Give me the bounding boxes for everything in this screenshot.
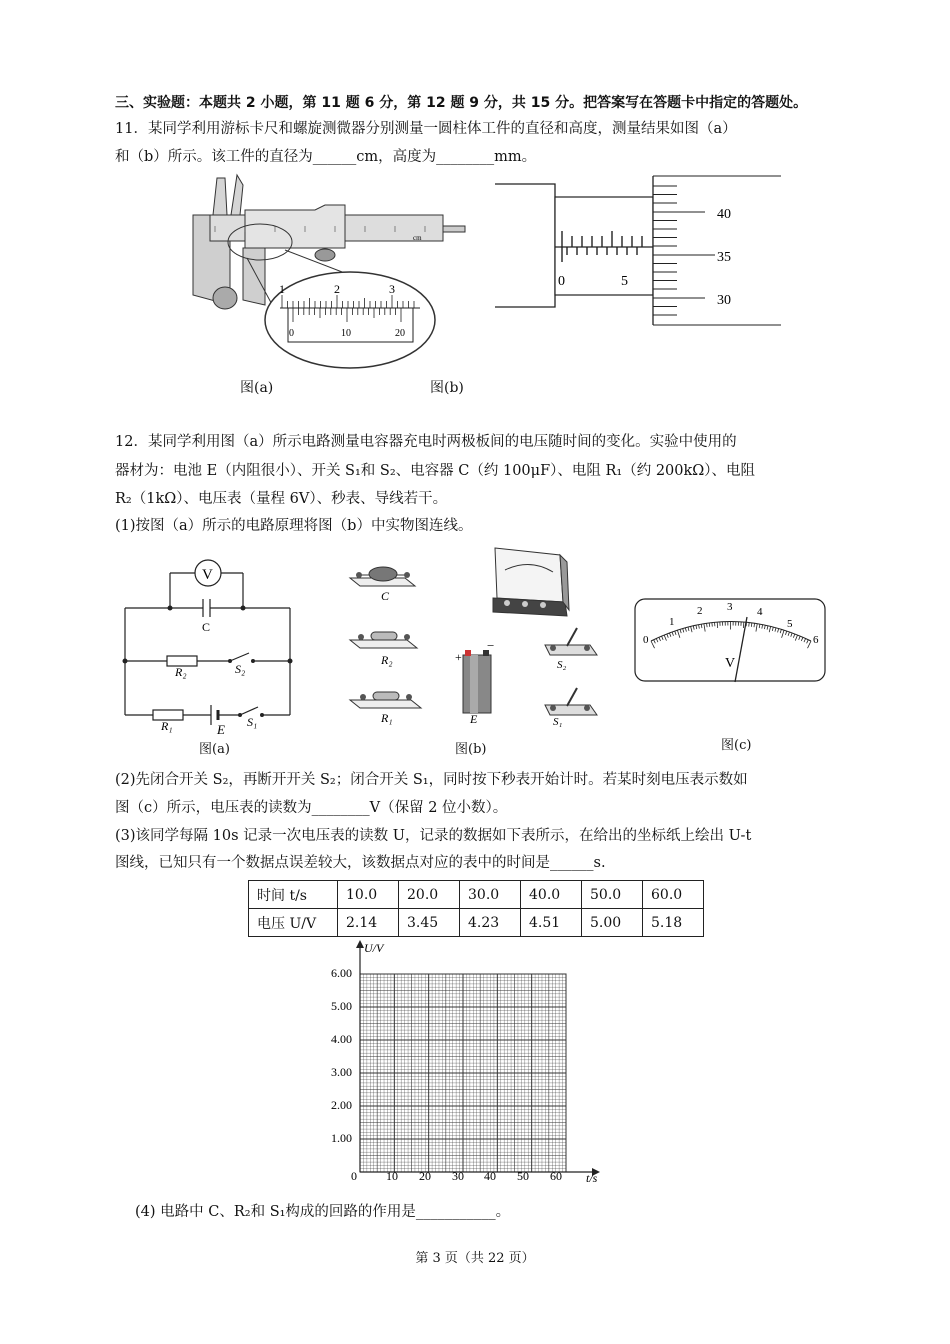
graph-x-tick: 50	[517, 1169, 529, 1183]
caliper-unit: cm	[413, 234, 422, 242]
page-footer: 第 3 页（共 22 页）	[415, 1251, 535, 1266]
q12-part2-line1: (2)先闭合开关 S₂，再断开开关 S₂；闭合开关 S₁，同时按下秒表开始计时。若某时刻电压表示数如	[115, 772, 748, 788]
component-r1-label: R₁	[381, 711, 393, 725]
graph-y-tick: 1.00	[331, 1131, 352, 1145]
meter-label: 3	[727, 601, 733, 613]
graph-x-tick: 60	[550, 1169, 562, 1183]
table-cell: 20.0	[399, 881, 460, 909]
q11-line2: 和（b）所示。该工件的直径为______cm，高度为________mm。	[115, 149, 537, 165]
vernier-caliper-figure	[185, 170, 475, 380]
q11-fig-b-caption: 图(b)	[430, 380, 464, 396]
graph-x-tick: 0	[351, 1169, 357, 1183]
thimble-label: 40	[717, 207, 731, 222]
table-cell: 3.45	[399, 909, 460, 937]
meter-label: 0	[643, 634, 649, 646]
thimble-label: 35	[717, 250, 731, 265]
q11-fig-a-caption: 图(a)	[240, 380, 274, 396]
dial-tick	[751, 623, 752, 627]
q12-part3-line1: (3)该同学每隔 10s 记录一次电压表的读数 U，记录的数据如下表所示，在给出的坐标纸上绘出 U-t	[115, 828, 752, 844]
meter-label: 2	[697, 605, 703, 617]
table-cell: 4.51	[521, 909, 582, 937]
s2-label: S₂	[235, 662, 246, 676]
table-header: 时间 t/s	[249, 881, 338, 909]
r2-label: R₂	[175, 665, 187, 679]
thimble-label: 30	[717, 293, 731, 308]
component-e-label: E	[470, 712, 478, 726]
graph-x-tick: 40	[484, 1169, 496, 1183]
table-cell: 2.14	[338, 909, 399, 937]
circuit-diagram	[115, 555, 305, 740]
graph-x-tick: 10	[386, 1169, 398, 1183]
table-cell: 30.0	[460, 881, 521, 909]
table-header: 电压 U/V	[249, 909, 338, 937]
vernier-scale-label: 0	[289, 328, 294, 339]
table-cell: 10.0	[338, 881, 399, 909]
graph-y-tick: 5.00	[331, 999, 352, 1013]
battery-label: E	[217, 722, 225, 737]
dial-tick	[754, 623, 755, 627]
table-cell: 60.0	[643, 881, 704, 909]
meter-label: 6	[813, 634, 819, 646]
graph-x-label: t/s	[586, 1171, 598, 1185]
micrometer-figure	[495, 172, 785, 332]
voltmeter-label: V	[202, 567, 213, 583]
vernier-main-label: 1	[279, 282, 285, 296]
table-row	[249, 909, 704, 937]
component-s2-label: S₂	[557, 659, 567, 671]
meter-label: 1	[669, 616, 675, 628]
q12-line2: 器材为：电池 E（内阻很小）、开关 S₁和 S₂、电容器 C（约 100μF）、电阻 R₁（约 200kΩ）、电阻	[115, 463, 756, 479]
r1-label: R₁	[161, 719, 173, 733]
graph-paper	[320, 940, 610, 1185]
graph-y-tick: 4.00	[331, 1032, 352, 1046]
q12-part3-line2: 图线，已知只有一个数据点误差较大，该数据点对应的表中的时间是______s.	[115, 855, 606, 871]
q12-part2-line2: 图（c）所示，电压表的读数为________V（保留 2 位小数）。	[115, 800, 508, 816]
graph-x-tick: 30	[452, 1169, 464, 1183]
component-r2-label: R₂	[381, 653, 393, 667]
q12-fig-c-caption: 图(c)	[721, 738, 752, 753]
section-heading: 三、实验题：本题共 2 小题，第 11 题 6 分，第 12 题 9 分，共 15 分。把答案写在答题卡中指定的答题处。	[115, 95, 808, 111]
q11-line1: 11．某同学利用游标卡尺和螺旋测微器分别测量一圆柱体工件的直径和高度，测量结果如图（a）	[115, 121, 737, 137]
meter-label: 5	[787, 618, 793, 630]
graph-y-tick: 2.00	[331, 1098, 352, 1112]
table-cell: 4.23	[460, 909, 521, 937]
q12-fig-a-caption: 图(a)	[199, 742, 230, 757]
dial-tick	[709, 623, 710, 627]
graph-y-label: U/V	[364, 941, 384, 955]
meter-label: 4	[757, 606, 763, 618]
table-row	[249, 881, 704, 909]
meter-unit: V	[725, 656, 736, 671]
data-table	[248, 880, 704, 937]
component-c-label: C	[381, 589, 390, 603]
micrometer-main-label: 0	[558, 274, 565, 289]
apparatus-figure	[345, 540, 605, 740]
table-cell: 40.0	[521, 881, 582, 909]
s1-label: S₁	[247, 715, 258, 729]
vernier-scale-label: 10	[341, 328, 351, 339]
q12-line1: 12．某同学利用图（a）所示电路测量电容器充电时两极板间的电压随时间的变化。实验中使用的	[115, 434, 737, 450]
graph-x-tick: 20	[419, 1169, 431, 1183]
vernier-scale-label: 20	[395, 328, 405, 339]
battery-plus: +	[455, 650, 462, 664]
q12-part1: (1)按图（a）所示的电路原理将图（b）中实物图连线。	[115, 518, 473, 534]
capacitor-label: C	[202, 620, 211, 634]
battery-minus: −	[487, 638, 495, 653]
vernier-main-label: 3	[389, 282, 395, 296]
table-cell: 5.18	[643, 909, 704, 937]
q12-line3: R₂（1kΩ）、电压表（量程 6V）、秒表、导线若干。	[115, 491, 448, 507]
component-s1-label: S₁	[553, 716, 563, 728]
table-cell: 5.00	[582, 909, 643, 937]
voltmeter-dial	[633, 597, 829, 685]
q12-fig-b-caption: 图(b)	[455, 742, 487, 757]
vernier-main-label: 2	[334, 282, 340, 296]
graph-y-tick: 3.00	[331, 1065, 352, 1079]
graph-y-tick: 6.00	[331, 966, 352, 980]
micrometer-main-label: 5	[621, 274, 628, 289]
table-cell: 50.0	[582, 881, 643, 909]
q12-part4: (4) 电路中 C、R₂和 S₁构成的回路的作用是___________。	[135, 1204, 511, 1220]
